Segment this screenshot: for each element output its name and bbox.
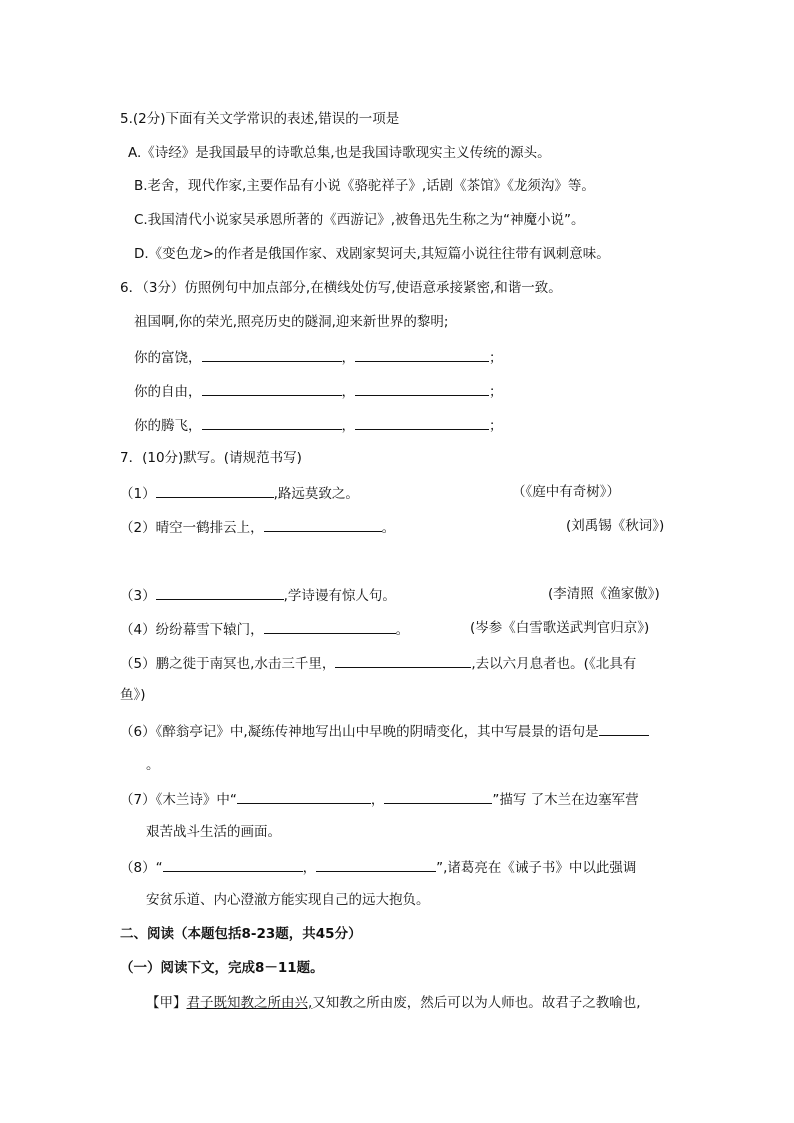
q7-item-6 [120, 721, 649, 741]
q7-stem: 7．(10分)默写。(请规范书写) [120, 450, 302, 466]
passage-text: 又知教之所由废，然后可以为人师也。故君子之教喻也, [312, 995, 641, 1011]
q7-item-1-source: （《庭中有奇树》） [512, 484, 620, 500]
answer-blank[interactable] [163, 857, 303, 872]
q6-row-1 [134, 347, 503, 367]
section-2-title: 二、阅读（本题包括8-23题，共45分） [120, 926, 362, 942]
q5-stem: 5.(2分)下面有关文学常识的表述,错误的一项是 [120, 111, 400, 127]
item-number: （4） [120, 622, 156, 638]
q7-item-7-cont: 艰苦战斗生活的画面。 [146, 824, 281, 840]
q7-item-1 [120, 483, 359, 503]
item-text: ， [370, 792, 385, 808]
answer-blank[interactable] [202, 347, 342, 362]
answer-blank[interactable] [202, 381, 342, 396]
q6-row-3 [134, 415, 503, 435]
q6-prompt-1: 你的富饶， [134, 350, 202, 366]
passage-label: 【甲】 [146, 995, 187, 1011]
item-text: 。 [381, 520, 396, 536]
item-text: 鹏之徙于南冥也,水击三千里， [155, 656, 336, 672]
answer-blank[interactable] [264, 619, 396, 634]
q7-item-7 [120, 789, 639, 809]
q7-item-8-cont: 安贫乐道、内心澄澈方能实现自己的远大抱负。 [146, 892, 430, 908]
answer-blank[interactable] [156, 483, 274, 498]
item-number: （3） [120, 588, 156, 604]
item-number: （7） [120, 792, 156, 808]
item-text: ,学诗谩有惊人句。 [283, 588, 396, 604]
q6-example: 祖国啊,你的荣光,照亮历史的隧洞,迎来新世界的黎明; [134, 314, 449, 330]
item-number: （2） [120, 520, 156, 536]
semicolon: ； [489, 418, 503, 434]
answer-blank[interactable] [335, 653, 471, 668]
q5-option-b: B.老舍，现代作家,主要作品有小说《骆驼祥子》,话剧《茶馆》《龙须沟》等。 [134, 178, 595, 194]
item-text: ,去以六月息者也。(《北具有 [471, 656, 637, 672]
answer-blank[interactable] [355, 415, 489, 430]
q5-option-a: A.《诗经》是我国最早的诗歌总集,也是我国诗歌现实主义传统的源头。 [128, 145, 551, 161]
q7-item-5 [120, 653, 636, 673]
item-text: ”描写 了木兰在边塞军营 [492, 792, 639, 808]
item-text: 《醉翁亭记》中,凝练传神地写出山中早晚的阴晴变化，其中写晨景的语句是 [155, 724, 599, 740]
answer-blank[interactable] [384, 789, 492, 804]
item-text: 纷纷幕雪下辕门， [155, 622, 264, 638]
q7-item-4 [120, 619, 409, 639]
item-text: 晴空一鹤排云上， [155, 520, 264, 536]
item-number: （5） [120, 656, 156, 672]
q7-item-3 [120, 585, 396, 605]
q5-option-d: D.《变色龙>的作者是俄国作家、戏剧家契诃夫,其短篇小说往往带有讽刺意味。 [134, 246, 610, 262]
answer-blank[interactable] [599, 721, 649, 736]
q6-prompt-2: 你的自由， [134, 384, 202, 400]
item-number: （1） [120, 486, 156, 502]
q6-row-2 [134, 381, 503, 401]
q5-option-c: C.我国清代小说家吴承恩所著的《西游记》,被鲁迅先生称之为“神魔小说”。 [134, 212, 585, 228]
item-number: （8） [120, 860, 156, 876]
comma: ， [341, 350, 355, 366]
item-number: （6） [120, 724, 156, 740]
q7-item-4-source: (岑参《白雪歌送武判官归京》) [470, 620, 650, 636]
item-text: ”,诸葛亮在《诫子书》中以此强调 [436, 860, 637, 876]
q7-item-6-cont: 。 [146, 757, 160, 773]
q6-stem: 6．（3分）仿照例句中加点部分,在横线处仿写,使语意承接紧密,和谐一致。 [120, 280, 562, 296]
semicolon: ； [489, 384, 503, 400]
reading-passage-jia [146, 994, 641, 1012]
semicolon: ； [489, 350, 503, 366]
answer-blank[interactable] [355, 347, 489, 362]
comma: ， [341, 418, 355, 434]
q6-prompt-3: 你的腾飞， [134, 418, 202, 434]
item-text: ,路远莫致之。 [273, 486, 359, 502]
q7-item-8 [120, 857, 636, 877]
underlined-sentence: 君子既知教之所由兴, [186, 995, 313, 1011]
answer-blank[interactable] [202, 415, 342, 430]
q7-item-2 [120, 517, 395, 537]
answer-blank[interactable] [156, 585, 284, 600]
answer-blank[interactable] [316, 857, 436, 872]
q7-item-5-cont: 鱼》) [120, 687, 146, 703]
section-2-subtitle: （一）阅读下文，完成8－11题。 [120, 960, 324, 976]
answer-blank[interactable] [264, 517, 382, 532]
q7-item-3-source: (李清照《渔家傲》) [548, 586, 660, 602]
item-text: 《木兰诗》中“ [155, 792, 237, 808]
q7-item-2-source: (刘禹锡《秋词》) [566, 518, 665, 534]
answer-blank[interactable] [237, 789, 371, 804]
item-text: “ [155, 860, 163, 876]
answer-blank[interactable] [355, 381, 489, 396]
comma: ， [341, 384, 355, 400]
item-text: 。 [395, 622, 410, 638]
item-text: ， [302, 860, 317, 876]
